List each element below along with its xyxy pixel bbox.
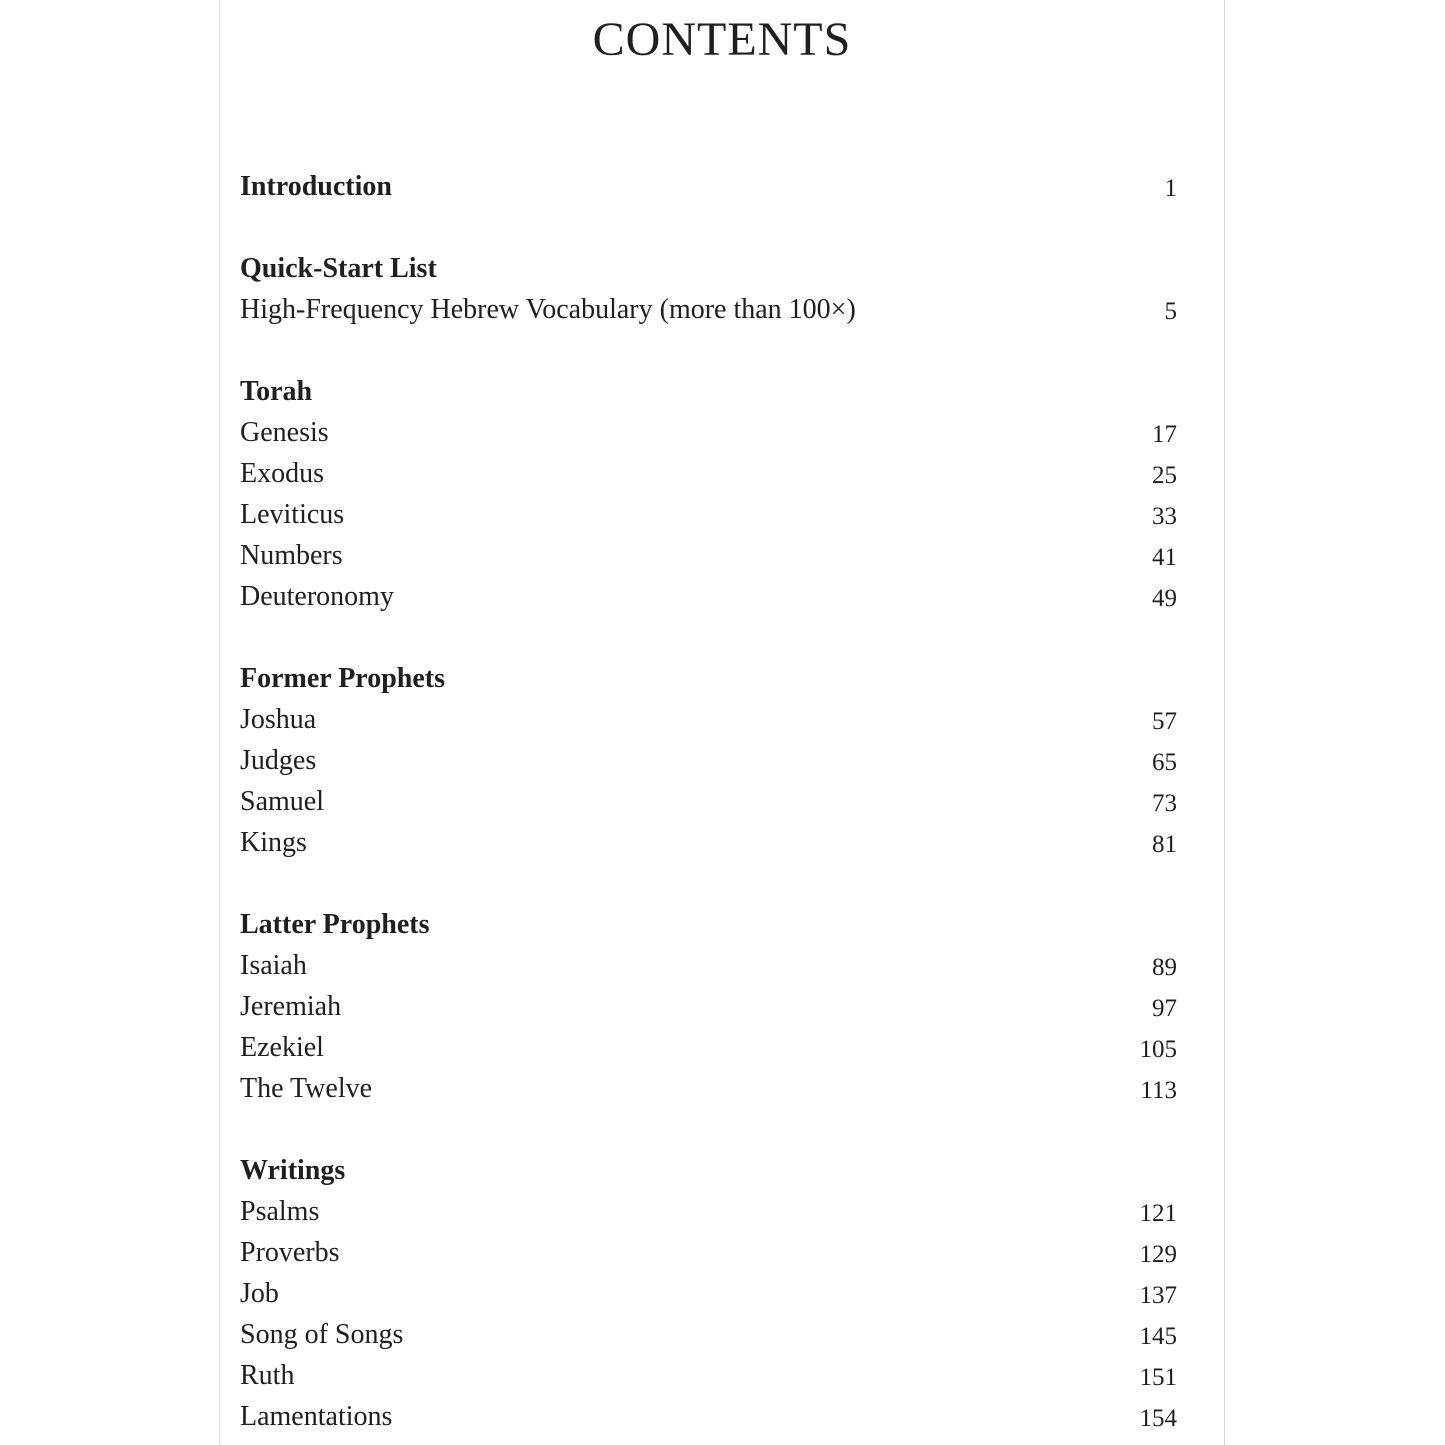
contents-entry[interactable]: [240, 1396, 1177, 1437]
contents-entry[interactable]: [240, 1232, 1177, 1273]
contents-entry[interactable]: [240, 781, 1177, 822]
page-number: 81: [1152, 831, 1177, 858]
entry-title: Numbers: [240, 540, 343, 571]
section-heading: Former Prophets: [240, 663, 446, 694]
entry-title: Proverbs: [240, 1237, 340, 1268]
contents-entry[interactable]: [240, 986, 1177, 1027]
page-number: 17: [1152, 421, 1177, 448]
entry-title: The Twelve: [240, 1073, 373, 1104]
contents-entry[interactable]: [240, 740, 1177, 781]
entry-title: Kings: [240, 827, 307, 858]
contents-entry[interactable]: [240, 453, 1177, 494]
entry-title: Joshua: [240, 704, 317, 735]
contents-entry[interactable]: [240, 289, 1177, 330]
contents-entry[interactable]: [240, 822, 1177, 863]
section-heading: Quick-Start List: [240, 253, 437, 284]
contents-entry[interactable]: [240, 699, 1177, 740]
page-number: 5: [1164, 298, 1177, 325]
page-title: CONTENTS: [592, 13, 852, 66]
page-number: 65: [1152, 749, 1177, 776]
contents-entry[interactable]: [240, 1355, 1177, 1396]
contents-entry[interactable]: [240, 1191, 1177, 1232]
section-spacer: [240, 330, 1177, 371]
page-number: 97: [1152, 995, 1177, 1022]
page-number: 137: [1139, 1282, 1177, 1309]
section-heading: Torah: [240, 376, 313, 407]
contents-entry[interactable]: [240, 1273, 1177, 1314]
page-number: 25: [1152, 462, 1177, 489]
page-number: 57: [1152, 708, 1177, 735]
entry-title: High-Frequency Hebrew Vocabulary (more than 100×): [240, 294, 856, 325]
page-number: 73: [1152, 790, 1177, 817]
entry-title: Ruth: [240, 1360, 295, 1391]
entry-title: Exodus: [240, 458, 324, 489]
page-number: 121: [1139, 1200, 1177, 1227]
section-heading-row[interactable]: [240, 1150, 1177, 1191]
page-number: 151: [1139, 1364, 1177, 1391]
page-number: 1: [1164, 175, 1177, 202]
entry-title: Song of Songs: [240, 1319, 404, 1350]
page-number: 105: [1139, 1036, 1177, 1063]
entry-title: Ezekiel: [240, 1032, 324, 1063]
entry-title: Lamentations: [240, 1401, 393, 1432]
section-heading-row[interactable]: [240, 166, 1177, 207]
contents-list: [240, 166, 1177, 1437]
contents-entry[interactable]: [240, 1314, 1177, 1355]
contents-entry[interactable]: [240, 576, 1177, 617]
section-spacer: [240, 207, 1177, 248]
contents-entry[interactable]: [240, 1068, 1177, 1109]
page-number: 145: [1139, 1323, 1177, 1350]
section-heading-row[interactable]: [240, 904, 1177, 945]
section-spacer: [240, 617, 1177, 658]
section-heading-row[interactable]: [240, 248, 1177, 289]
section-heading: Writings: [240, 1155, 346, 1186]
entry-title: Leviticus: [240, 499, 345, 530]
section-spacer: [240, 1109, 1177, 1150]
entry-title: Psalms: [240, 1196, 320, 1227]
section-heading-row[interactable]: [240, 658, 1177, 699]
entry-title: Deuteronomy: [240, 581, 394, 612]
entry-title: Genesis: [240, 417, 329, 448]
entry-title: Samuel: [240, 786, 324, 817]
page-number: 49: [1152, 585, 1177, 612]
section-spacer: [240, 863, 1177, 904]
page-number: 129: [1139, 1241, 1177, 1268]
entry-title: Judges: [240, 745, 317, 776]
entry-title: Jeremiah: [240, 991, 342, 1022]
page-number: 41: [1152, 544, 1177, 571]
contents-entry[interactable]: [240, 1027, 1177, 1068]
document-page: [219, 0, 1225, 1445]
contents-entry[interactable]: [240, 535, 1177, 576]
entry-title: Isaiah: [240, 950, 307, 981]
page-number: 154: [1139, 1405, 1177, 1432]
page-number: 89: [1152, 954, 1177, 981]
section-heading-row[interactable]: [240, 371, 1177, 412]
section-heading: Latter Prophets: [240, 909, 430, 940]
page-number: 113: [1140, 1077, 1177, 1104]
contents-entry[interactable]: [240, 494, 1177, 535]
entry-title: Job: [240, 1278, 279, 1309]
contents-entry[interactable]: [240, 412, 1177, 453]
page-number: 33: [1152, 503, 1177, 530]
contents-entry[interactable]: [240, 945, 1177, 986]
section-heading: Introduction: [240, 171, 392, 202]
